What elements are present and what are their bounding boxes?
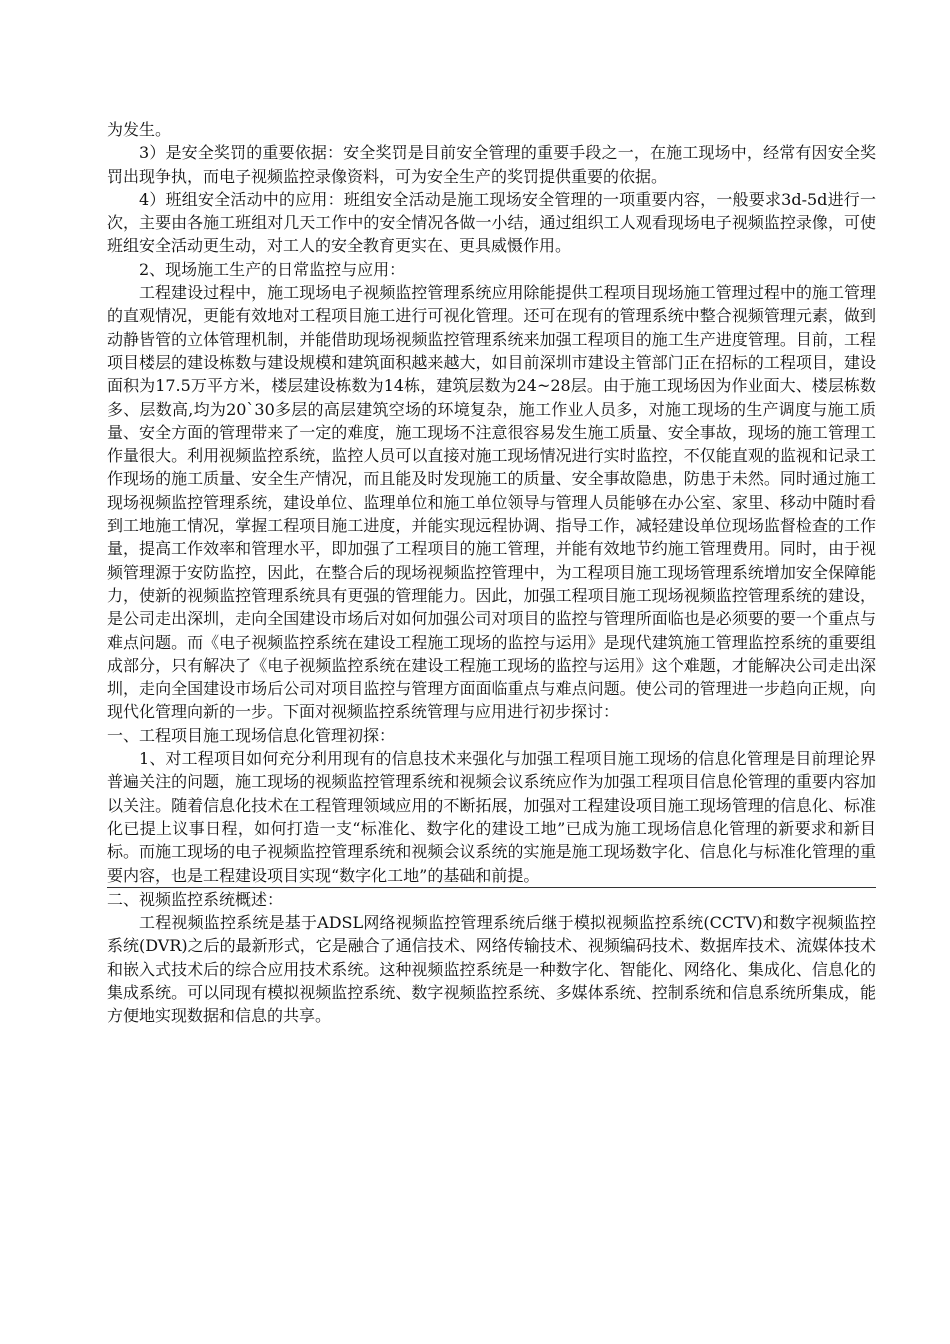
- subheading-daily-monitoring: 2、现场施工生产的日常监控与应用：: [139, 259, 406, 279]
- paragraph-item-4: 4）班组安全活动中的应用：班组安全活动是施工现场安全管理的一项重要内容，一般要求3d-5d进行一次，主要由各施工班组对几天工作中的安全情况各做一小结，通过组织工人观看现场电子视频监控录像，可使班组安全活动更生动，对工人的安全教育更实在、更具威慑作用。: [107, 189, 876, 256]
- section-heading-informatization: 一、工程项目施工现场信息化管理初探：: [107, 725, 396, 745]
- section-heading-video-overview: 二、视频监控系统概述：: [107, 889, 284, 909]
- paragraph-informatization: 1、对工程项目如何充分利用现有的信息技术来强化与加强工程项目施工现场的信息化管理是目前理论界普遍关注的问题，施工现场的视频监控管理系统和视频会议系统应作为加强工程项目信息伦管理的重要内容加以关注。随着信息化技术在工程管理领域应用的不断拓展，加强对工程建设项目施工现场管理的信息化、标准化已提上议事日程，如何打造一支“标准化、数字化的建设工地”已成为施工现场信息化管理的新要求和新目标。而施工现场的电子视频监控管理系统和视频会议系统的实施是施工现场数字化、信息化与标准化管理的重要内容，也是工程建设项目实现“数字化工地”的基础和前提。: [107, 747, 876, 888]
- paragraph-construction-monitoring: 工程建设过程中，施工现场电子视频监控管理系统应用除能提供工程项目现场施工管理过程中的施工管理的直观情况，更能有效地对工程项目施工进行可视化管理。还可在现有的管理系统中整合视频管理元素，做到动静皆管的立体管理机制，并能借助现场视频监控管理系统来加强工程项目的施工生产进度管理。目前，工程项目楼层的建设栋数与建设规模和建筑面积越来越大，如目前深圳市建设主管部门正在招标的工程项目，建设面积为17.5万平方米，楼层建设栋数为14栋，建筑层数为24~28层。由于施工现场因为作业面大、楼层栋数多、层数高,均为20`30多层的高层建筑空场的环境复杂，施工作业人员多，对施工现场的生产调度与施工质量、安全方面的管理带来了一定的难度，施工现场不注意很容易发生施工质量、安全事故，现场的施工管理工作量很大。利用视频监控系统，监控人员可以直接对施工现场情况进行实时监控，不仅能直观的监视和记录工作现场的施工质量、安全生产情况，而且能及时发现施工的质量、安全事故隐患，防患于未然。同时通过施工现场视频监控管理系统，建设单位、监理单位和施工单位领导与管理人员能够在办公室、家里、移动中随时看到工地施工情况，掌握工程项目施工进度，并能实现远程协调、指导工作，减轻建设单位现场监督检查的工作量，提高工作效率和管理水平，即加强了工程项目的施工管理，并能有效地节约施工管理费用。同时，由于视频管理源于安防监控，因此，在整合后的现场视频监控管理中，为工程项目施工现场管理系统增加安全保障能力，使新的视频监控管理系统具有更强的管理能力。因此，加强工程项目施工现场视频监控管理系统的建设，是公司走出深圳，走向全国建设市场后对如何加强公司对项目的监控与管理所面临也是必须要的要一个重点与难点问题。而《电子视频监控系统在建设工程施工现场的监控与运用》是现代建筑施工管理监控系统的重要组成部分，只有解决了《电子视频监控系统在建设工程施工现场的监控与运用》这个难题，才能解决公司走出深圳，走向全国建设市场后公司对项目监控与管理方面面临重点与难点问题。使公司的管理进一步趋向正规，向现代化管理向新的一步。下面对视频监控系统管理与应用进行初步探讨：: [107, 283, 876, 722]
- paragraph-item-3: 3）是安全奖罚的重要依据：安全奖罚是目前安全管理的重要手段之一，在施工现场中，经常有因安全奖罚出现争执，而电子视频监控录像资料，可为安全生产的奖罚提供重要的依据。: [107, 143, 876, 186]
- paragraph-continuation: 为发生。: [107, 120, 172, 139]
- document-page: [107, 118, 876, 1028]
- paragraph-video-overview: 工程视频监控系统是基于ADSL网络视频监控管理系统后继于模拟视频监控系统(CCTV)和数字视频监控系统(DVR)之后的最新形式，它是融合了通信技术、网络传输技术、视频编码技术、数据库技术、流媒体技术和嵌入式技术后的综合应用技术系统。这种视频监控系统是一种数字化、智能化、网络化、集成化、信息化的集成系统。可以同现有模拟视频监控系统、数字视频监控系统、多媒体系统、控制系统和信息系统所集成，能方便地实现数据和信息的共享。: [107, 913, 876, 1026]
